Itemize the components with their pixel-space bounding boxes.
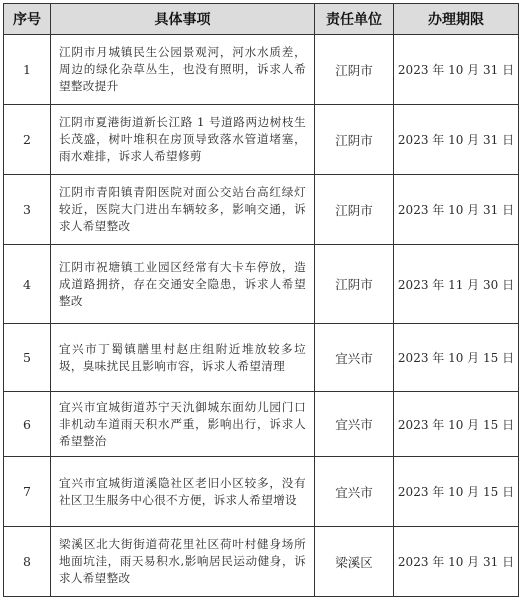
row-unit: 江阴市 — [315, 35, 394, 105]
row-unit: 宜兴市 — [315, 392, 394, 457]
row-unit: 江阴市 — [315, 175, 394, 245]
row-number: 8 — [4, 527, 51, 597]
header-row — [4, 4, 519, 35]
header-unit: 责任单位 — [315, 4, 394, 35]
row-unit: 梁溪区 — [315, 527, 394, 597]
table-row — [4, 35, 519, 105]
row-number: 4 — [4, 245, 51, 324]
header-number: 序号 — [4, 4, 51, 35]
row-item: 江阴市青阳镇青阳医院对面公交站台高红绿灯较近，医院大门进出车辆较多，影响交通，诉求人希望整改 — [51, 175, 315, 245]
header-item: 具体事项 — [51, 4, 315, 35]
row-deadline: 2023 年 10 月 31 日 — [394, 527, 519, 597]
row-unit: 宜兴市 — [315, 457, 394, 527]
row-unit: 江阴市 — [315, 105, 394, 175]
table-row — [4, 324, 519, 392]
row-deadline: 2023 年 10 月 31 日 — [394, 105, 519, 175]
row-deadline: 2023 年 10 月 15 日 — [394, 324, 519, 392]
table-row — [4, 245, 519, 324]
row-number: 2 — [4, 105, 51, 175]
row-number: 3 — [4, 175, 51, 245]
row-item: 江阴市祝塘镇工业园区经常有大卡车停放，造成道路拥挤，存在交通安全隐患，诉求人希望整改 — [51, 245, 315, 324]
row-number: 1 — [4, 35, 51, 105]
row-item: 江阴市夏港街道新长江路 1 号道路两边树枝生长茂盛，树叶堆积在房顶导致落水管道堵塞，雨水难排，诉求人希望修剪 — [51, 105, 315, 175]
row-unit: 宜兴市 — [315, 324, 394, 392]
row-number: 6 — [4, 392, 51, 457]
header-deadline: 办理期限 — [394, 4, 519, 35]
row-item: 梁溪区北大街街道荷花里社区荷叶村健身场所地面坑洼，雨天易积水,影响居民运动健身，诉求人希望整改 — [51, 527, 315, 597]
row-deadline: 2023 年 10 月 31 日 — [394, 35, 519, 105]
matters-table — [3, 3, 519, 597]
row-deadline: 2023 年 10 月 31 日 — [394, 175, 519, 245]
row-item: 江阴市月城镇民生公园景观河，河水水质差，周边的绿化杂草丛生，也没有照明，诉求人希望整改提升 — [51, 35, 315, 105]
table-row — [4, 527, 519, 597]
table-row — [4, 392, 519, 457]
row-deadline: 2023 年 10 月 15 日 — [394, 457, 519, 527]
table-row — [4, 105, 519, 175]
row-deadline: 2023 年 11 月 30 日 — [394, 245, 519, 324]
row-number: 7 — [4, 457, 51, 527]
row-item: 宜兴市宜城街道苏宁天氿御城东面幼儿园门口非机动车道雨天积水严重，影响出行，诉求人希望整治 — [51, 392, 315, 457]
row-number: 5 — [4, 324, 51, 392]
row-unit: 江阴市 — [315, 245, 394, 324]
row-item: 宜兴市宜城街道溪隐社区老旧小区较多，没有社区卫生服务中心很不方便，诉求人希望增设 — [51, 457, 315, 527]
table-row — [4, 457, 519, 527]
table-row — [4, 175, 519, 245]
row-deadline: 2023 年 10 月 15 日 — [394, 392, 519, 457]
row-item: 宜兴市丁蜀镇膳里村赵庄组附近堆放较多垃圾，臭味扰民且影响市容，诉求人希望清理 — [51, 324, 315, 392]
